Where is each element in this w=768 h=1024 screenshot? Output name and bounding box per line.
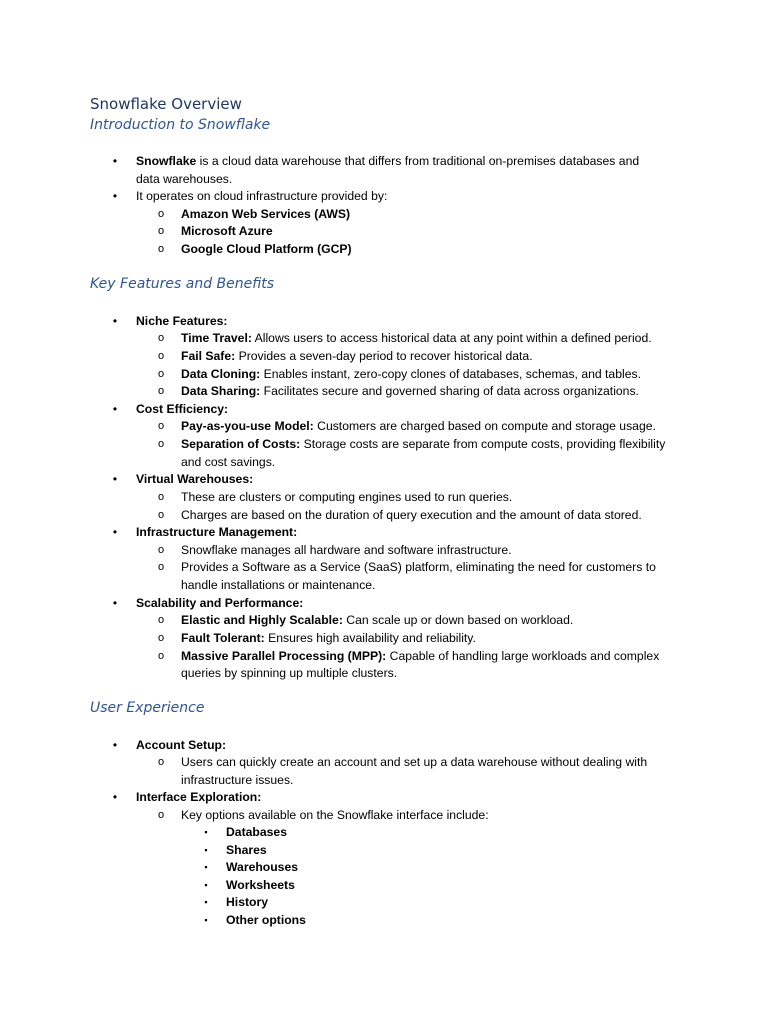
bullet-marker: • bbox=[112, 525, 118, 539]
bullet-marker: • bbox=[112, 402, 118, 416]
circle-marker: o bbox=[157, 368, 165, 380]
term: Time Travel: bbox=[181, 331, 252, 345]
circle-marker: o bbox=[157, 225, 165, 237]
term: Data Sharing: bbox=[181, 384, 261, 398]
circle-marker: o bbox=[157, 350, 165, 362]
circle-marker: o bbox=[157, 809, 165, 821]
item-text: Provides a Software as a Service (SaaS) platform, eliminating the need for customers to bbox=[181, 560, 656, 574]
circle-marker: o bbox=[157, 650, 165, 662]
heading-user-experience: User Experience bbox=[90, 700, 205, 716]
square-marker: ▪ bbox=[204, 915, 208, 925]
circle-marker: o bbox=[157, 208, 165, 220]
item-text: is a cloud data warehouse that differs from traditional on-premises databases and bbox=[196, 154, 640, 168]
item-label: Infrastructure Management: bbox=[136, 525, 298, 539]
square-marker: ▪ bbox=[204, 845, 208, 855]
item-label: Virtual Warehouses: bbox=[136, 472, 254, 486]
option-name: Shares bbox=[226, 843, 267, 857]
circle-marker: o bbox=[157, 438, 165, 450]
provider-name: Amazon Web Services (AWS) bbox=[181, 207, 351, 221]
item-label: Cost Efficiency: bbox=[136, 402, 229, 416]
term: Data Cloning: bbox=[181, 367, 261, 381]
circle-marker: o bbox=[157, 561, 165, 573]
circle-marker: o bbox=[157, 332, 165, 344]
circle-marker: o bbox=[157, 509, 165, 521]
provider-name: Google Cloud Platform (GCP) bbox=[181, 242, 352, 256]
item-text: Key options available on the Snowflake interface include: bbox=[181, 808, 489, 822]
circle-marker: o bbox=[157, 614, 165, 626]
option-name: History bbox=[226, 895, 268, 909]
bullet-marker: • bbox=[112, 154, 118, 168]
document-page: Snowflake Overview Introduction to Snowflake Key Features and Benefits User Experience • Snowflake is a cloud data warehouse that differs from traditional on-premises databases and data warehouses. • It operates on cloud infrastructure provided by: o Amazon Web Services (AWS) o Microsoft Azure o Google Cloud Platform (GCP) • Niche Features: o Time Travel: Allows users to access historical data at any point within a defined period. o Fail Safe: Provides a seven-day period to recover historical data. o Data Cloning: Enables instant, zero-copy clones of databases, schemas, and tables. o Data Sharing: Facilitates secure and governed sharing of data across organizations. • Cost Efficiency: o Pay-as-you-use Model: Customers are charged based on compute and storage usage. o Separation of Costs: Storage costs are separate from compute costs, providing flexibility and cost savings. • Virtual Warehouses: o These are clusters or computing engines used to run queries. o Charges are based on the duration of query execution and the amount of data stored. • Infrastructure Management: o Snowflake manages all hardware and software infrastructure. o Provides a Software as a Service (SaaS) platform, eliminating the need for customers to handle installations or maintenance. • Scalability and Performance: o Elastic and Highly Scalable: Can scale up or down based on workload. o Fault Tolerant: Ensures high availability and reliability. o Massive Parallel Processing (MPP): Capable of handling large workloads and complex queries by spinning up multiple clusters. • Account Setup: o Users can quickly create an account and set up a data warehouse without dealing with infrastructure issues. • Interface Exploration: o Key options available on the Snowflake interface include: ▪ Databases ▪ Shares ▪ Warehouses ▪ Worksheets ▪ History ▪ Other options bbox=[0, 0, 768, 1024]
option-name: Databases bbox=[226, 825, 287, 839]
term: Separation of Costs: bbox=[181, 437, 301, 451]
circle-marker: o bbox=[157, 243, 165, 255]
option-name: Worksheets bbox=[226, 878, 295, 892]
item-text: Snowflake manages all hardware and software infrastructure. bbox=[181, 543, 512, 557]
item-label: Account Setup: bbox=[136, 738, 227, 752]
document-title: Snowflake Overview bbox=[90, 95, 242, 113]
circle-marker: o bbox=[157, 420, 165, 432]
option-name: Other options bbox=[226, 913, 306, 927]
provider-name: Microsoft Azure bbox=[181, 224, 273, 238]
heading-key-features: Key Features and Benefits bbox=[90, 276, 275, 292]
heading-introduction: Introduction to Snowflake bbox=[90, 117, 271, 133]
bullet-marker: • bbox=[112, 472, 118, 486]
item-text: It operates on cloud infrastructure provided by: bbox=[136, 189, 388, 203]
circle-marker: o bbox=[157, 385, 165, 397]
option-name: Warehouses bbox=[226, 860, 299, 874]
circle-marker: o bbox=[157, 756, 165, 768]
bullet-marker: • bbox=[112, 790, 118, 804]
bullet-marker: • bbox=[112, 596, 118, 610]
term: Fault Tolerant: bbox=[181, 631, 265, 645]
item-text: Charges are based on the duration of query execution and the amount of data stored. bbox=[181, 508, 642, 522]
circle-marker: o bbox=[157, 632, 165, 644]
term: Massive Parallel Processing (MPP): bbox=[181, 649, 387, 663]
circle-marker: o bbox=[157, 491, 165, 503]
square-marker: ▪ bbox=[204, 827, 208, 837]
term: Elastic and Highly Scalable: bbox=[181, 613, 343, 627]
item-label: Interface Exploration: bbox=[136, 790, 262, 804]
term: Fail Safe: bbox=[181, 349, 236, 363]
item-text: These are clusters or computing engines used to run queries. bbox=[181, 490, 513, 504]
term: Snowflake bbox=[136, 154, 197, 168]
term: Pay-as-you-use Model: bbox=[181, 419, 314, 433]
bullet-marker: • bbox=[112, 738, 118, 752]
square-marker: ▪ bbox=[204, 862, 208, 872]
square-marker: ▪ bbox=[204, 897, 208, 907]
square-marker: ▪ bbox=[204, 880, 208, 890]
bullet-marker: • bbox=[112, 314, 118, 328]
item-text: Users can quickly create an account and set up a data warehouse without dealing with bbox=[181, 755, 648, 769]
item-label: Niche Features: bbox=[136, 314, 228, 328]
item-label: Scalability and Performance: bbox=[136, 596, 304, 610]
bullet-marker: • bbox=[112, 189, 118, 203]
circle-marker: o bbox=[157, 544, 165, 556]
